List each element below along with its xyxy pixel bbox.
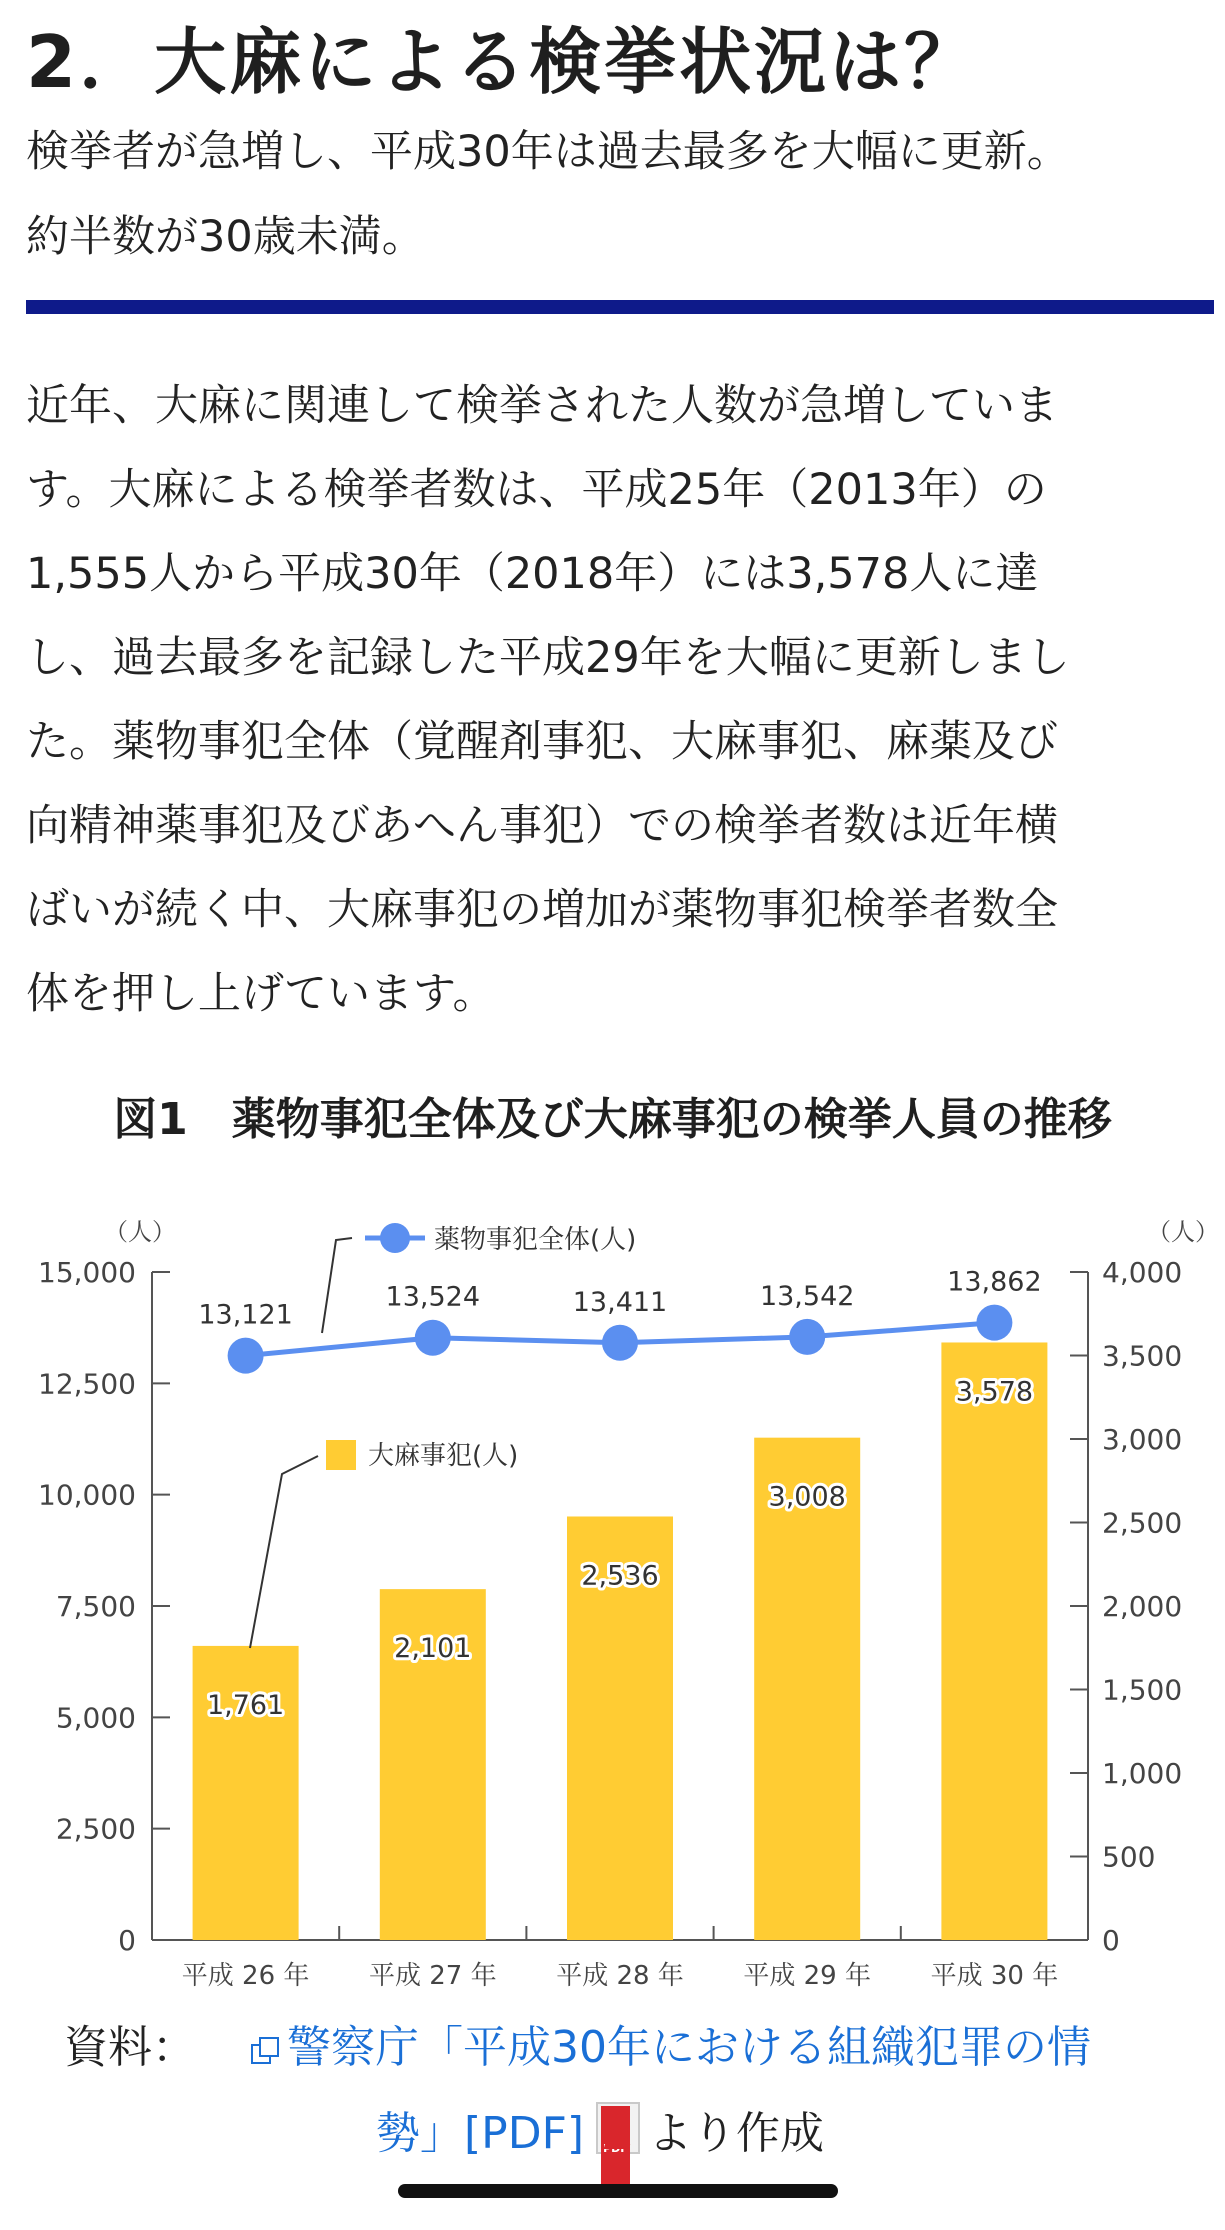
external-link-icon: [249, 2035, 279, 2065]
left-tick-label: 2,500: [55, 1812, 136, 1846]
left-tick-label: 12,500: [38, 1367, 136, 1401]
line-point: [789, 1319, 825, 1355]
source-link[interactable]: [249, 2022, 1091, 2073]
subtitle-line: 検挙者が急増し、平成30年は過去最多を大幅に更新。: [26, 127, 1070, 177]
x-tick-label: 平成 26 年: [181, 1961, 310, 1991]
left-tick-label: 5,000: [55, 1701, 136, 1735]
line-point: [976, 1305, 1012, 1341]
bar-cannabis: [941, 1342, 1047, 1940]
right-tick-label: 1,500: [1102, 1673, 1183, 1707]
body-line: 1,555人から平成30年（2018年）には3,578人に達: [26, 549, 1039, 599]
bar-data-label: 3,578: [955, 1376, 1034, 1408]
line-data-label: 13,121: [198, 1299, 293, 1331]
x-tick-label: 平成 29 年: [743, 1961, 872, 1991]
x-tick-label: 平成 28 年: [556, 1961, 684, 1991]
figure-caption: 図1 薬物事犯全体及び大麻事犯の検挙人員の推移: [113, 1094, 1112, 1145]
bar-data-label: 1,761: [206, 1689, 285, 1721]
left-tick-label: 7,500: [55, 1590, 136, 1623]
legend-bar-swatch: [326, 1440, 356, 1470]
body-line: た。薬物事犯全体（覚醒剤事犯、大麻事犯、麻薬及び: [26, 717, 1058, 767]
legend-bar-label: 大麻事犯(人): [368, 1441, 519, 1471]
body-line: 体を押し上げています。: [26, 969, 496, 1019]
bar-data-label: 2,101: [394, 1633, 472, 1665]
legend-line-leader: [322, 1238, 352, 1333]
line-data-label: 13,542: [759, 1280, 855, 1312]
right-tick-label: 0: [1102, 1924, 1120, 1957]
pdf-badge: PDF: [601, 2106, 630, 2192]
body-line: 向精神薬事犯及びあへん事犯）での検挙者数は近年横: [26, 801, 1058, 851]
right-tick-label: 3,000: [1102, 1423, 1183, 1456]
source-suffix: より作成: [648, 2108, 825, 2159]
arrest-trend-chart: [0, 1190, 1225, 1995]
line-point: [602, 1325, 638, 1361]
right-tick-label: 2,500: [1102, 1506, 1183, 1540]
body-line: ばいが続く中、大麻事犯の増加が薬物事犯検挙者数全: [26, 885, 1058, 935]
right-tick-label: 500: [1102, 1840, 1156, 1874]
line-data-label: 13,862: [947, 1266, 1042, 1298]
left-tick-label: 0: [118, 1924, 136, 1957]
line-data-label: 13,411: [572, 1286, 668, 1318]
right-tick-label: 1,000: [1102, 1757, 1183, 1790]
right-tick-label: 3,500: [1102, 1339, 1183, 1373]
right-axis-unit: （人）: [1147, 1218, 1219, 1246]
left-axis-unit: （人）: [104, 1218, 176, 1246]
x-tick-label: 平成 27 年: [368, 1961, 497, 1991]
source-label: 資料：: [64, 2022, 196, 2073]
right-tick-label: 2,000: [1102, 1590, 1183, 1623]
article-body: [26, 364, 1206, 1036]
line-point: [415, 1320, 451, 1356]
page-title: 2．大麻による検挙状況は？: [26, 20, 980, 104]
left-tick-label: 15,000: [38, 1256, 136, 1289]
subtitle: [26, 110, 1070, 280]
bar-cannabis: [754, 1438, 860, 1940]
line-data-label: 13,524: [385, 1281, 481, 1313]
x-tick-label: 平成 30 年: [930, 1961, 1059, 1991]
legend-bar-leader: [250, 1456, 318, 1648]
bar-data-label: 3,008: [768, 1481, 846, 1513]
home-indicator[interactable]: [398, 2184, 838, 2198]
legend-line-label: 薬物事犯全体(人): [434, 1225, 637, 1255]
body-line: す。大麻による検挙者数は、平成25年（2013年）の: [26, 465, 1047, 515]
source-link-text-1: 警察庁「平成30年における組織犯罪の情: [287, 2022, 1091, 2073]
pdf-icon: [596, 2102, 640, 2154]
subtitle-line: 約半数が30歳未満。: [26, 212, 425, 262]
line-point: [228, 1338, 264, 1374]
source-link-continued[interactable]: 勢」[PDF]: [376, 2108, 585, 2159]
legend-line-marker: [380, 1223, 410, 1253]
left-tick-label: 10,000: [38, 1478, 136, 1512]
body-line: し、過去最多を記録した平成29年を大幅に更新しまし: [26, 633, 1070, 683]
section-divider: [26, 300, 1214, 314]
bar-data-label: 2,536: [581, 1560, 659, 1592]
body-line: 近年、大麻に関連して検挙された人数が急増していま: [26, 381, 1058, 431]
right-tick-label: 4,000: [1102, 1256, 1183, 1289]
